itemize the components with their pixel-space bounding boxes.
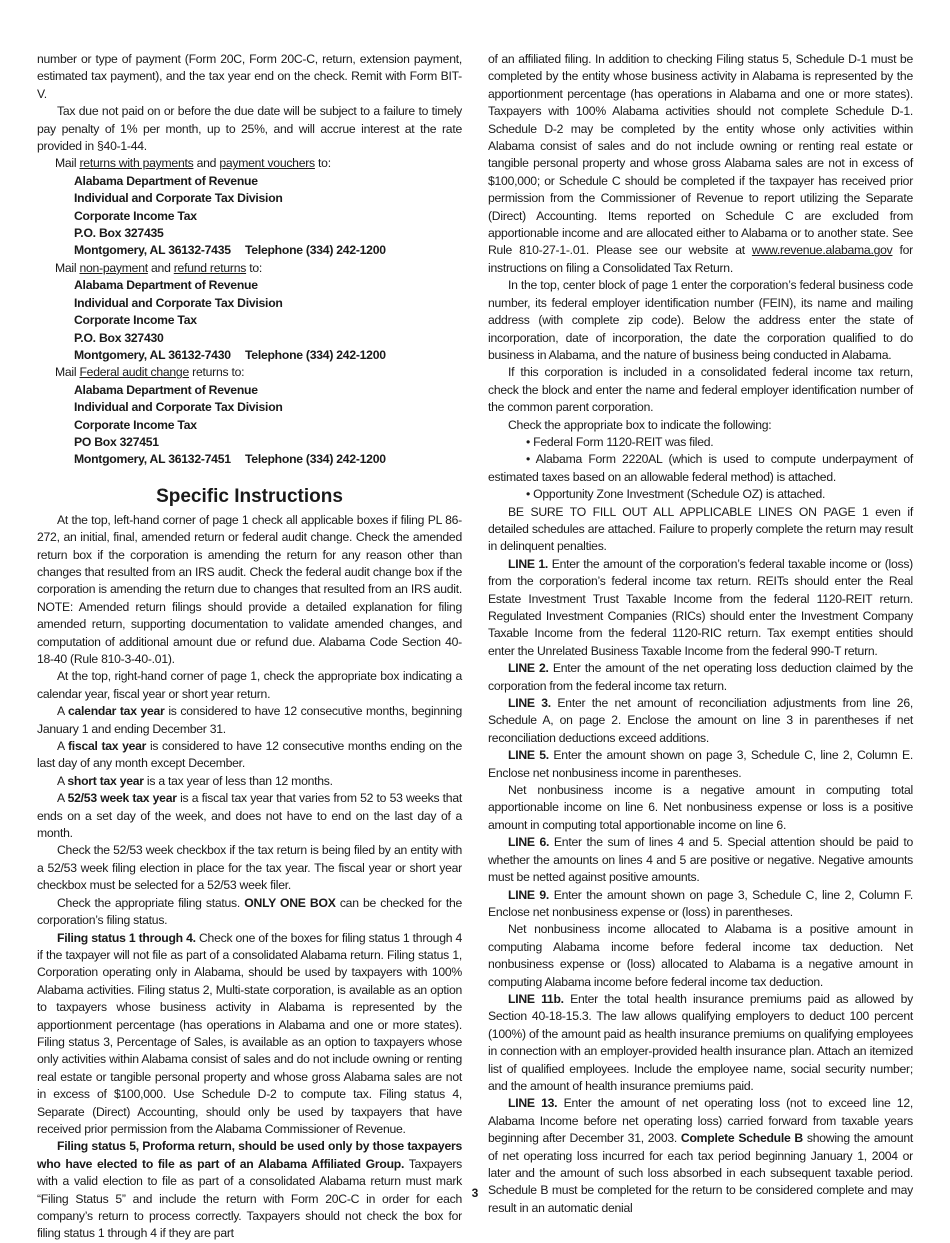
- address-line: Individual and Corporate Tax Division: [74, 295, 283, 310]
- text: can be checked for the corporation’s filing status.: [37, 895, 463, 928]
- paragraph: [37, 895, 462, 930]
- bold-term: 52/53 week tax year: [67, 791, 177, 806]
- bold-term: fiscal tax year: [68, 739, 147, 754]
- text: Enter the sum of lines 4 and 5. Special attention should be paid to whether the amounts on lines 4 and 5 are positive or negative. Negative amounts must be netted against positive amounts.: [488, 835, 913, 885]
- underlined-text: Federal audit change: [79, 365, 189, 380]
- line-instruction: [488, 834, 913, 886]
- text: Enter the amount of the corporation’s federal taxable income or (loss) from the corporation’s federal income tax return. REITs should enter the Real Estate Investment Trust Taxable Income from the federal 1120-REIT return. Regulated Investment Companies (RICs) should enter the Investment Company Taxable Income from the federal 1120-RIC return. Tax exempt entities should enter the Unrelated Business Taxable Income from the federal 990-T return.: [488, 556, 913, 658]
- left-column: [37, 51, 462, 1243]
- text: Enter the amount shown on page 3, Schedule C, line 2, Column E. Enclose net nonbusiness income in parentheses.: [488, 748, 913, 780]
- address-line: Alabama Department of Revenue: [74, 382, 258, 397]
- paragraph: [37, 773, 462, 790]
- paragraph: If this corporation is included in a consolidated federal income tax return, check the block and enter the name and federal employer identification number of the common parent corporation.: [488, 365, 913, 415]
- address-line: Alabama Department of Revenue: [74, 173, 258, 188]
- bullet-item: • Opportunity Zone Investment (Schedule OZ) is attached.: [526, 487, 826, 502]
- address-line: Individual and Corporate Tax Division: [74, 400, 283, 415]
- telephone: Telephone (334) 242-1200: [245, 452, 386, 467]
- text: Check one of the boxes for filing status 1 through 4 if the taxpayer will not file as part of a consolidated Alabama return. Filing status 1, Corporation operating only in Alabama, should be used by taxpayers with 100% Alabama activities. Filing status 2, Multi-state corporation, is available as an option to taxpayers whose business activity in Alabama is represented by the apportionment percentage (has operations in Alabama and one or more states). Filing status 3, Percentage of Sales, is available as an option to taxpayers whose only activities within Alabama consist of sales and do not include owning or renting real estate or tangible personal property and whose gross Alabama sales are not in excess of $100,000. Use Schedule D-2 to compute tax. Filing status 4, Separate (Direct) Accounting, should only be used by taxpayers that have received prior permission from the Alabama Commissioner of Revenue.: [37, 930, 463, 1136]
- text: for instructions on filing a Consolidated Tax Return.: [488, 243, 913, 275]
- text: Enter the amount of net operating loss (not to exceed line 12, Alabama Income before net operating loss) carried forward from taxable years beginning after December 31, 2003.: [488, 1096, 914, 1146]
- line-instruction: [488, 556, 913, 660]
- text: Enter the amount shown on page 3, Schedule C, line 2, Column F. Enclose net nonbusiness expense or (loss) in parentheses.: [488, 887, 913, 919]
- address-line: Corporate Income Tax: [74, 417, 197, 432]
- mailing-address: [74, 382, 462, 469]
- paragraph: In the top, center block of page 1 enter the corporation’s federal business code number, its federal employer identification number (FEIN), its name and mailing address (with complete zip code). Below the address enter the state of incorporation, date of incorporation, the date the corporation qualified to do business in Alabama, and the nature of business being conducted in Alabama.: [488, 278, 913, 362]
- text: to:: [246, 260, 263, 275]
- text: Mail: [55, 365, 80, 380]
- line-instruction: [488, 991, 913, 1095]
- text: Mail: [55, 260, 80, 275]
- line-label: LINE 5.: [508, 748, 549, 763]
- bullet-item: • Federal Form 1120-REIT was filed.: [526, 434, 714, 449]
- address-line: PO Box 327451: [74, 434, 159, 449]
- bullet-item: • Alabama Form 2220AL (which is used to compute underpayment of estimated taxes based on an allowable federal method) is attached.: [488, 452, 913, 484]
- mailing-address: [74, 277, 462, 364]
- telephone: Telephone (334) 242-1200: [245, 347, 386, 362]
- paragraph: [37, 738, 462, 773]
- paragraph: Check the 52/53 week checkbox if the tax return is being filed by an entity with a 52/53 week filing election in place for the tax year. The fiscal year or short year checkbox must be selected for a 52/53 week filer.: [37, 843, 462, 893]
- text: of an affiliated filing. In addition to checking Filing status 5, Schedule D-1 must be completed by the entity whose business activity in Alabama is represented by the apportionment percentage (has operations in Alabama and one or more states). Taxpayers with 100% Alabama activities should not complete Schedule D-1. Schedule D-2 may be completed by the entity whose only activities within Alabama consist of sales and do not include owning or renting real estate or tangible personal property and whose gross Alabama sales are not in excess of $100,000; or Schedule C should be completed if the taxpayer has received prior permission from the Commissioner of Revenue to report utilizing the Separate (Direct) Accounting. Items reported on Schedule C are excluded from apportionable income and are allocated either to Alabama or to another state. See Rule 810-27-1-.01. Please see our website at: [488, 52, 913, 258]
- text: is considered to have 12 consecutive months ending on the last day of any month except December.: [37, 739, 463, 771]
- right-column: [488, 51, 913, 1217]
- address-line: Corporate Income Tax: [74, 208, 197, 223]
- paragraph: number or type of payment (Form 20C, Form 20C-C, return, extension payment, estimated tax payment), and the tax year end on the check. Remit with Form BIT-V.: [37, 52, 462, 101]
- text: A: [57, 791, 68, 806]
- address-city-row: [74, 347, 462, 364]
- paragraph: Net nonbusiness income is a negative amount in computing total apportionable income on line 6. Net nonbusiness expense or loss is a positive amount in computing total apportionable income on line 6.: [488, 783, 913, 832]
- text: is a fiscal tax year that varies from 52 to 53 weeks that ends on a set day of the week, and does not have to end on the last day of a month.: [37, 791, 462, 841]
- address-city: Montgomery, AL 36132-7451: [74, 452, 231, 467]
- text: Enter the amount of the net operating loss deduction claimed by the corporation from the federal income tax return.: [488, 661, 913, 693]
- address-line: P.O. Box 327430: [74, 330, 164, 345]
- bold-term: ONLY ONE BOX: [244, 895, 336, 910]
- paragraph: [37, 790, 462, 842]
- mail-instruction: [55, 260, 462, 277]
- text: Enter the net amount of reconciliation adjustments from line 26, Schedule A, on page 2. Enclose the amount on line 3 in parentheses if net reconciliation deductions exceed additions.: [488, 696, 914, 745]
- text: and: [193, 156, 220, 171]
- bold-term: Filing status 1 through 4.: [57, 930, 196, 945]
- line-instruction: [488, 695, 913, 747]
- address-line: P.O. Box 327435: [74, 226, 164, 241]
- line-label: LINE 3.: [508, 696, 551, 711]
- underlined-text: refund returns: [173, 260, 247, 275]
- paragraph: Net nonbusiness income allocated to Alabama is a positive amount in computing Alabama income before federal income tax deduction. Net nonbusiness expense or (loss) allocated to Alabama is a negative amount in computing Alabama income before federal income tax deduction.: [488, 922, 913, 989]
- paragraph: [488, 51, 913, 277]
- address-line: Corporate Income Tax: [74, 313, 197, 328]
- bold-term: calendar tax year: [67, 704, 165, 719]
- mail-instruction: [55, 364, 462, 381]
- line-label: LINE 13.: [508, 1096, 558, 1111]
- underlined-text: non-payment: [79, 260, 148, 275]
- text: Taxpayers with a valid election to file as part of a consolidated Alabama return must mark “Filing Status 5” and include the return with Form 20C-C in order for each company’s return to process correctly. Taxpayers should not check the box for filing status 1 through 4 if they are part: [37, 1156, 463, 1241]
- address-city-row: [74, 242, 462, 259]
- line-label: LINE 9.: [508, 887, 550, 902]
- telephone: Telephone (334) 242-1200: [245, 243, 386, 258]
- line-label: LINE 6.: [508, 835, 550, 850]
- address-city-row: [74, 451, 462, 468]
- paragraph: Check the appropriate box to indicate the following:: [508, 417, 772, 432]
- page-number: 3: [471, 1186, 479, 1200]
- text: Check the appropriate filing status.: [57, 895, 245, 910]
- address-line: Alabama Department of Revenue: [74, 278, 258, 293]
- text: to:: [314, 156, 331, 171]
- mailing-address: [74, 173, 462, 260]
- underlined-text: payment vouchers: [219, 156, 315, 171]
- bold-term: Complete Schedule B: [680, 1131, 803, 1146]
- paragraph: Tax due not paid on or before the due date will be subject to a failure to timely pay penalty of 1% per month, up to 25%, and will accrue interest at the rate provided in §40-1-44.: [37, 104, 462, 154]
- paragraph: [37, 703, 462, 738]
- text: Mail: [55, 156, 80, 171]
- paragraph: At the top, right-hand corner of page 1, check the appropriate box indicating a calendar year, fiscal year or short year return.: [37, 669, 462, 701]
- text: A: [57, 773, 68, 788]
- mail-instruction: [55, 155, 462, 172]
- line-instruction: [488, 887, 913, 922]
- text: and: [147, 260, 174, 275]
- text: A: [57, 704, 68, 719]
- address-line: Individual and Corporate Tax Division: [74, 191, 283, 206]
- bold-term: Filing status 5, Proforma return, should be used only by those taxpayers who have elected to file as part of an Alabama Affiliated Group.: [37, 1139, 462, 1171]
- paragraph: BE SURE TO FILL OUT ALL APPLICABLE LINES ON PAGE 1 even if detailed schedules are attached. Failure to properly complete the return may result in delinquent penalties.: [488, 504, 913, 554]
- text: returns to:: [189, 365, 245, 380]
- line-label: LINE 11b.: [508, 991, 564, 1006]
- bold-term: short tax year: [67, 773, 144, 788]
- text: A: [57, 739, 68, 754]
- paragraph: [37, 930, 462, 1139]
- text: is considered to have 12 consecutive months, beginning January 1 and ending December 31.: [37, 704, 462, 736]
- section-heading: Specific Instructions: [156, 485, 343, 507]
- paragraph: At the top, left-hand corner of page 1 check all applicable boxes if filing PL 86-272, an initial, final, amended return or federal audit change. Check the amended return box if the corporation is amending the return for any reason other than changes that resulted from an IRS audit. Check the federal audit change box if the corporation is amending the return due to changes that resulted from an IRS audit. NOTE: Amended return filings should provide a detailed explanation for filing amended return, supporting documentation to validate amended changes, and computation of additional amount due or refund due. Alabama Code Section 40-18-40 (Rule 810-3-40-.01).: [37, 512, 462, 666]
- website-link[interactable]: www.revenue.alabama.gov: [751, 243, 893, 258]
- line-label: LINE 2.: [508, 661, 549, 676]
- line-instruction: [488, 747, 913, 782]
- text: Enter the total health insurance premiums paid as allowed by Section 40-18-15.3. The law allows qualifying employers to deduct 100 percent (100%) of the amount paid as health insurance premiums on qualifying employees in connection with an employer-provided health insurance plan. Attach an itemized list of qualified employees. Include the employee name, social security number; and the amount of health insurance premiums paid.: [488, 991, 913, 1093]
- address-city: Montgomery, AL 36132-7430: [74, 347, 231, 362]
- line-label: LINE 1.: [508, 556, 549, 571]
- address-city: Montgomery, AL 36132-7435: [74, 243, 231, 258]
- text: showing the amount of net operating loss incurred for each tax period beginning January 1, 2004 or later and the amount of such loss absorbed in each subsequent taxable period. Schedule B must be completed for the return to be considered complete and may result in an automatic denial: [488, 1131, 914, 1215]
- text: is a tax year of less than 12 months.: [143, 773, 333, 788]
- underlined-text: returns with payments: [79, 156, 194, 171]
- line-instruction: [488, 660, 913, 695]
